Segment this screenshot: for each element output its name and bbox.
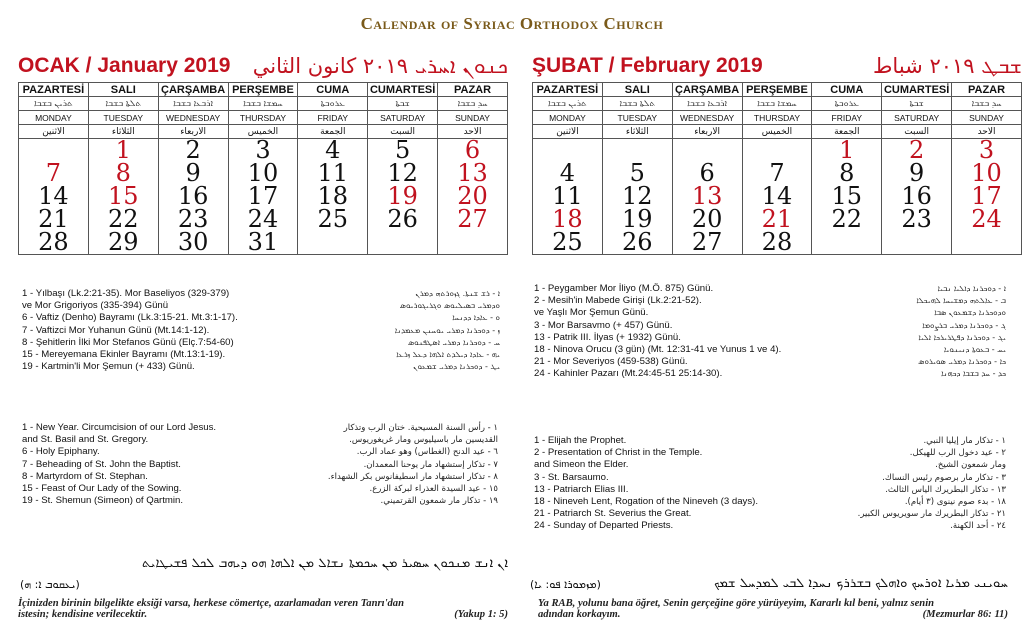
day-number: 24 xyxy=(952,208,1022,231)
february-header xyxy=(532,52,1022,82)
event-line: القديسين مار باسيليوس ومار غريغوريوس. xyxy=(349,435,498,446)
event-line: 15 - Mereyemana Ekinler Bayramı (Mt.13:1-19). xyxy=(22,349,226,361)
weekday-en: FRIDAY xyxy=(812,111,882,125)
day-number: 16 xyxy=(882,185,952,208)
day-number: 6 xyxy=(672,162,742,185)
event-line: ܝܚ - ܒܥܘܬܐ ܕܢܝܢܘܝܐ xyxy=(943,345,1006,355)
day-number: 9 xyxy=(158,162,228,185)
weekday-ar: الاثنين xyxy=(533,125,603,139)
event-line: ١ - رأس السنة المسيحية. ختان الرب وتذكار xyxy=(343,423,498,433)
day-number: 4 xyxy=(298,139,368,162)
event-line: 13 - Patriarch Elias III. xyxy=(534,483,629,495)
february-events-syriac xyxy=(836,283,1006,381)
event-line: ܐ - ܕܘܟܪܢܐ ܕܐܠܝܐ ܢܒܝܐ xyxy=(937,284,1006,293)
event-line: ١ - تذكار مار إيليا النبي. xyxy=(923,436,1006,446)
day-number: 13 xyxy=(672,185,742,208)
event-line: ٣ - تذكار مار برصوم رئيس النساك. xyxy=(882,472,1006,483)
day-number: 19 xyxy=(602,208,672,231)
day-number: 12 xyxy=(602,185,672,208)
february-days xyxy=(532,136,1022,256)
january-events-arabic xyxy=(300,422,498,507)
weekday-tr: CUMA xyxy=(298,83,368,97)
empty-day xyxy=(812,231,882,255)
verse-line: istesin; kendisine verilecektir. xyxy=(18,609,148,620)
february-events-turkish xyxy=(534,283,824,381)
day-number: 20 xyxy=(438,185,508,208)
day-number: 21 xyxy=(19,208,89,231)
weekday-tr: PAZAR xyxy=(438,83,508,97)
event-line: ܘܕܡܪܝ ܒܣܝܠܝܘܣ ܘܓܪܝܓܘܪܝܘܣ xyxy=(399,301,500,311)
weekday-ar: الجمعة xyxy=(812,125,882,139)
weekday-tr: ÇARŞAMBA xyxy=(158,83,228,97)
week-row xyxy=(533,231,1022,255)
event-line: ٢٤ - أحد الكهنة. xyxy=(950,521,1006,532)
verse-reference: (Mezmurlar 86: 11) xyxy=(922,609,1008,620)
event-line: ١٩ - تذكار مار شمعون القرتميني. xyxy=(380,496,498,507)
day-number: 14 xyxy=(19,185,89,208)
day-number: 12 xyxy=(368,162,438,185)
day-number: 30 xyxy=(158,231,228,255)
empty-day xyxy=(368,231,438,255)
february-verse-syriac-ref: (ܡܙܡܘܪܐ ܦܘ: ܝܐ) xyxy=(530,578,601,591)
weekday-tr: PERŞEMBE xyxy=(742,83,812,97)
weekday-tr: PAZARTESİ xyxy=(19,83,89,97)
event-line: 13 - Patrik III. İlyas (+ 1932) Günü. xyxy=(534,331,681,343)
verse-reference: (Yakup 1: 5) xyxy=(454,609,508,620)
day-number: 28 xyxy=(19,231,89,255)
weekday-ar: الاحد xyxy=(438,125,508,139)
event-line: ٢ - عيد دخول الرب للهيكل. xyxy=(909,448,1006,459)
day-number: 7 xyxy=(742,162,812,185)
february-title-syriac-arabic: ܫܒܛ ٢٠١٩ شباط xyxy=(873,54,1022,78)
event-line: and Simeon the Elder. xyxy=(534,459,629,471)
day-number: 4 xyxy=(533,162,603,185)
weekday-ar: الثلاثاء xyxy=(602,125,672,139)
day-number: 16 xyxy=(158,185,228,208)
event-line: 21 - Patriarch St. Severius the Great. xyxy=(534,508,692,520)
weekday-tr: PERŞEMBE xyxy=(228,83,298,97)
day-number: 29 xyxy=(88,231,158,255)
week-row xyxy=(19,231,508,255)
day-number: 11 xyxy=(298,162,368,185)
weekday-en: SATURDAY xyxy=(882,111,952,125)
weekday-en: TUESDAY xyxy=(88,111,158,125)
event-line: 1 - Yılbaşı (Lk.2:21-35). Mor Baseliyos (329-379) xyxy=(22,288,230,299)
empty-day xyxy=(952,231,1022,255)
weekday-en: SUNDAY xyxy=(438,111,508,125)
event-line: ve Mor Grigoriyos (335-394) Günü xyxy=(22,300,169,312)
day-number: 14 xyxy=(742,185,812,208)
weekday-syriac: ܥܪܘܒܬܐ xyxy=(298,97,368,111)
event-line: 6 - Holy Epiphany. xyxy=(22,446,100,458)
event-line: 15 - Feast of Our Lady of the Sowing. xyxy=(22,483,182,495)
event-line: 18 - Ninova Orucu (3 gün) (Mt. 12:31-41 ve Yunus 1 ve 4). xyxy=(534,344,782,356)
weekday-tr: SALI xyxy=(88,83,158,97)
event-line: 1 - Elijah the Prophet. xyxy=(534,435,627,446)
weekday-tr: SALI xyxy=(602,83,672,97)
event-line: ܒ - ܥܐܠܬܗ ܕܡܫܝܚܐ ܠܗܝܟܠܐ xyxy=(916,296,1006,306)
day-number: 18 xyxy=(533,208,603,231)
january-panel xyxy=(18,52,508,255)
weekday-tr: CUMARTESİ xyxy=(368,83,438,97)
weekday-en: THURSDAY xyxy=(228,111,298,125)
weekday-en: MONDAY xyxy=(19,111,89,125)
january-header xyxy=(18,52,508,82)
day-number: 8 xyxy=(88,162,158,185)
verse-line: Ya RAB, yolunu bana öğret, Senin gerçeğine göre yürüyeyim, Kararlı kıl beni, yalnız senin xyxy=(538,598,935,609)
event-line: ܝܓ - ܕܘܟܪܢܐ ܕܦܛܪܝܪܟܐ ܐܠܝܐ xyxy=(918,332,1006,342)
event-line: 2 - Mesih'in Mabede Girişi (Lk.2:21-52). xyxy=(534,295,702,307)
day-number: 19 xyxy=(368,185,438,208)
event-line: ܟܕ - ܚܕ ܒܫܒܐ ܕܟܗܢܐ xyxy=(941,369,1006,379)
weekday-syriac: ܚܕ ܒܫܒܐ xyxy=(438,97,508,111)
event-line: ܐ - ܪܫ ܫܢܬܐ. ܓܙܘܪܬܗ ܕܡܪܢ xyxy=(415,289,500,298)
weekday-en: FRIDAY xyxy=(298,111,368,125)
event-line: ܘ - ܥܐܕܐ ܕܕܢܚܐ xyxy=(452,313,500,323)
event-line: ٦ - عيد الدنح (الغطاس) وهو عماد الرب. xyxy=(356,447,498,458)
january-verse-syriac: ܐܢ ܐܢܫ ܡܢܟܘܢ ܚܣܝܪ ܡܢ ܚܟܡܬܐ ܢܫܐܠ ܡܢ ܐܠܗܐ ܗܘ ܕܝܗܒ ܠܟܠ ܦܫܝܛܐܝܬ xyxy=(142,556,508,571)
day-number: 5 xyxy=(368,139,438,162)
day-number: 17 xyxy=(228,185,298,208)
day-number: 15 xyxy=(812,185,882,208)
day-number: 22 xyxy=(88,208,158,231)
weekday-tr: CUMARTESİ xyxy=(882,83,952,97)
weekday-syriac: ܚܡܫܐ ܒܫܒܐ xyxy=(742,97,812,111)
event-line: ܓ - ܕܘܟܪܢܐ ܕܡܪܝ ܒܪܨܘܡܐ xyxy=(922,320,1006,330)
weekday-ar: الاربعاء xyxy=(672,125,742,139)
weekday-syriac: ܚܡܫܐ ܒܫܒܐ xyxy=(228,97,298,111)
february-title: ŞUBAT / February 2019 xyxy=(532,54,763,77)
event-line: ١٣ - تذكار البطريرك الياس الثالث. xyxy=(885,484,1006,495)
day-number: 31 xyxy=(228,231,298,255)
february-events-arabic xyxy=(820,435,1006,533)
weekday-syriac: ܬܪܝܢ ܒܫܒܐ xyxy=(19,97,89,111)
event-line: 3 - Mor Barsavmo (+ 457) Günü. xyxy=(534,319,673,331)
day-number: 1 xyxy=(88,139,158,162)
day-number: 3 xyxy=(228,139,298,162)
day-number: 23 xyxy=(882,208,952,231)
weekday-syriac: ܥܪܘܒܬܐ xyxy=(812,97,882,111)
event-line: ومار شمعون الشيخ. xyxy=(935,460,1006,471)
empty-day xyxy=(298,231,368,255)
day-number: 17 xyxy=(952,185,1022,208)
verse-line-2 xyxy=(18,609,508,620)
day-number: 7 xyxy=(19,162,89,185)
day-number: 3 xyxy=(952,139,1022,162)
weekday-tr: PAZAR xyxy=(952,83,1022,97)
january-title: OCAK / January 2019 xyxy=(18,54,231,77)
event-line: 3 - St. Barsaumo. xyxy=(534,471,609,483)
day-number: 1 xyxy=(812,139,882,162)
day-number: 25 xyxy=(298,208,368,231)
day-number: 24 xyxy=(228,208,298,231)
page-title: Calendar of Syriac Orthodox Church xyxy=(360,14,664,33)
weekday-en: WEDNESDAY xyxy=(158,111,228,125)
event-line: ٨ - تذكار استشهاد مار اسطيفانوس بكر الشهداء. xyxy=(327,471,498,482)
event-line: 18 - Nineveh Lent, Rogation of the Nineveh (3 days). xyxy=(534,496,758,508)
event-line: ܙ - ܕܘܟܪܢܐ ܕܡܪܝ ܝܘܚܢܢ ܡܥܡܕܢܐ xyxy=(394,325,500,335)
event-line: 24 - Kahinler Pazarı (Mt.24:45-51 25:14-30). xyxy=(534,368,723,380)
day-number: 8 xyxy=(812,162,882,185)
weekday-syriac: ܐܪܒܥܐ ܒܫܒܐ xyxy=(672,97,742,111)
day-number: 13 xyxy=(438,162,508,185)
event-line: ܝܛ - ܕܘܟܪܢܐ ܕܡܪܝ ܫܡܥܘܢ xyxy=(413,362,500,372)
weekday-ar: الاثنين xyxy=(19,125,89,139)
february-events-english xyxy=(534,435,824,533)
day-number: 28 xyxy=(742,231,812,255)
weekday-en: SUNDAY xyxy=(952,111,1022,125)
february-calendar-grid xyxy=(532,82,1022,139)
day-number: 2 xyxy=(158,139,228,162)
february-panel xyxy=(532,52,1022,255)
event-line: 7 - Beheading of St. John the Baptist. xyxy=(22,458,181,470)
weekday-tr: CUMA xyxy=(812,83,882,97)
event-line: ܘܕܘܟܪܢܐ ܕܫܡܥܘܢ ܣܒܐ xyxy=(934,308,1006,318)
day-number: 6 xyxy=(438,139,508,162)
verse-line: İçinizden birinin bilgelikte eksiği varsa, herkese cömertçe, azarlamadan veren Tanrı'dan xyxy=(18,598,404,609)
event-line: ٧ - تذكار إستشهاد مار يوحنا المعمدان. xyxy=(363,459,498,470)
weekday-ar: الاربعاء xyxy=(158,125,228,139)
weekday-en: TUESDAY xyxy=(602,111,672,125)
weekday-ar: السبت xyxy=(882,125,952,139)
day-number: 10 xyxy=(228,162,298,185)
weekday-en: THURSDAY xyxy=(742,111,812,125)
weekday-tr: PAZARTESİ xyxy=(533,83,603,97)
event-line: 1 - New Year. Circumcision of our Lord Jesus. xyxy=(22,422,217,433)
verse-line: adından korkayım. xyxy=(538,609,621,620)
weekday-syriac: ܐܪܒܥܐ ܒܫܒܐ xyxy=(158,97,228,111)
weekday-ar: الخميس xyxy=(742,125,812,139)
weekday-en: MONDAY xyxy=(533,111,603,125)
day-number: 26 xyxy=(602,231,672,255)
weekday-ar: الثلاثاء xyxy=(88,125,158,139)
weekday-tr: ÇARŞAMBA xyxy=(672,83,742,97)
weekday-ar: الجمعة xyxy=(298,125,368,139)
day-number: 21 xyxy=(742,208,812,231)
day-number: 26 xyxy=(368,208,438,231)
weekday-syriac: ܬܠܬܐ ܒܫܒܐ xyxy=(88,97,158,111)
event-line: 6 - Vaftiz (Denho) Bayramı (Lk.3:15-21. Mt.3:1-17). xyxy=(22,312,238,324)
event-line: ܟܐ - ܕܘܟܪܢܐ ܕܡܪܝ ܣܘܝܪܘܣ xyxy=(918,357,1006,367)
event-line: 7 - Vaftizci Mor Yuhanun Günü (Mt.14:1-12). xyxy=(22,324,210,336)
day-number: 20 xyxy=(672,208,742,231)
january-verse-turkish xyxy=(18,598,508,620)
event-line: ٢١ - تذكار البطريرك مار سويريوس الكبير. xyxy=(857,509,1006,520)
day-number: 11 xyxy=(533,185,603,208)
january-events-syriac xyxy=(340,288,500,373)
january-title-syriac-arabic: ܟܢܘܢ ܐܚܪܝ ٢٠١٩ كانون الثاني xyxy=(252,54,508,78)
february-verse-turkish xyxy=(538,598,1008,620)
day-number: 9 xyxy=(882,162,952,185)
weekday-syriac: ܫܒܬܐ xyxy=(368,97,438,111)
event-line: 2 - Presentation of Christ in the Temple. xyxy=(534,447,703,459)
event-line: ١٥ - عيد السيدة العذراء لبركة الزرع. xyxy=(369,484,498,495)
weekday-syriac: ܫܒܬܐ xyxy=(882,97,952,111)
event-line: ܝܗ - ܥܐܕܐ ܕܝܠܕܬ ܐܠܗܐ ܕܥܠ ܙܪܥܐ xyxy=(396,350,500,360)
day-number: 23 xyxy=(158,208,228,231)
empty-day xyxy=(882,231,952,255)
event-line: 21 - Mor Severiyos (459-538) Günü. xyxy=(534,356,688,368)
day-number: 5 xyxy=(602,162,672,185)
weekday-en: WEDNESDAY xyxy=(672,111,742,125)
event-line: 19 - Kartmin'li Mor Şemun (+ 433) Günü. xyxy=(22,361,195,373)
day-number: 25 xyxy=(533,231,603,255)
day-number: 2 xyxy=(882,139,952,162)
weekday-ar: السبت xyxy=(368,125,438,139)
february-verse-syriac: ܚܘܝܢܝ ܡܪܝܐ ܐܘܪܚܟ ܘܐܗܠܟ ܒܫܪܪܟ ܢܚܕܐ ܠܒܝ ܠܡܕܚܠ ܫܡܟ xyxy=(714,576,1008,591)
weekday-syriac: ܚܕ ܒܫܒܐ xyxy=(952,97,1022,111)
january-events-english xyxy=(22,422,312,507)
empty-day xyxy=(438,231,508,255)
event-line: 8 - Şehitlerin İlki Mor Stefanos Günü (Elç.7:54-60) xyxy=(22,336,234,348)
january-events-turkish xyxy=(22,288,352,373)
day-number: 27 xyxy=(438,208,508,231)
day-number: 15 xyxy=(88,185,158,208)
verse-line-2 xyxy=(538,609,1008,620)
day-number: 22 xyxy=(812,208,882,231)
day-number: 18 xyxy=(298,185,368,208)
january-verse-syriac-ref: (ܝܥܩܘܒ ܐ: ܗ) xyxy=(20,578,80,591)
event-line: ve Yaşlı Mor Şemun Günü. xyxy=(534,307,649,319)
weekday-syriac: ܬܪܝܢ ܒܫܒܐ xyxy=(533,97,603,111)
january-calendar-grid xyxy=(18,82,508,139)
event-line: ١٨ - بدء صوم نينوى (٣ أيام). xyxy=(904,497,1006,508)
event-line: ܚ - ܕܘܟܪܢܐ ܕܡܪܝ ܐܣܛܦܢܘܣ xyxy=(407,337,500,347)
event-line: 8 - Martyrdom of St. Stephan. xyxy=(22,470,148,482)
day-number: 27 xyxy=(672,231,742,255)
event-line: and St. Basil and St. Gregory. xyxy=(22,434,149,446)
weekday-syriac: ܬܠܬܐ ܒܫܒܐ xyxy=(602,97,672,111)
event-line: 1 - Peygamber Mor İliyo (M.Ö. 875) Günü. xyxy=(534,283,714,294)
day-number: 10 xyxy=(952,162,1022,185)
weekday-ar: الاحد xyxy=(952,125,1022,139)
january-days xyxy=(18,136,508,256)
weekday-en: SATURDAY xyxy=(368,111,438,125)
weekday-ar: الخميس xyxy=(228,125,298,139)
event-line: 19 - St. Shemun (Simeon) of Qartmin. xyxy=(22,495,184,507)
event-line: 24 - Sunday of Departed Priests. xyxy=(534,520,674,532)
